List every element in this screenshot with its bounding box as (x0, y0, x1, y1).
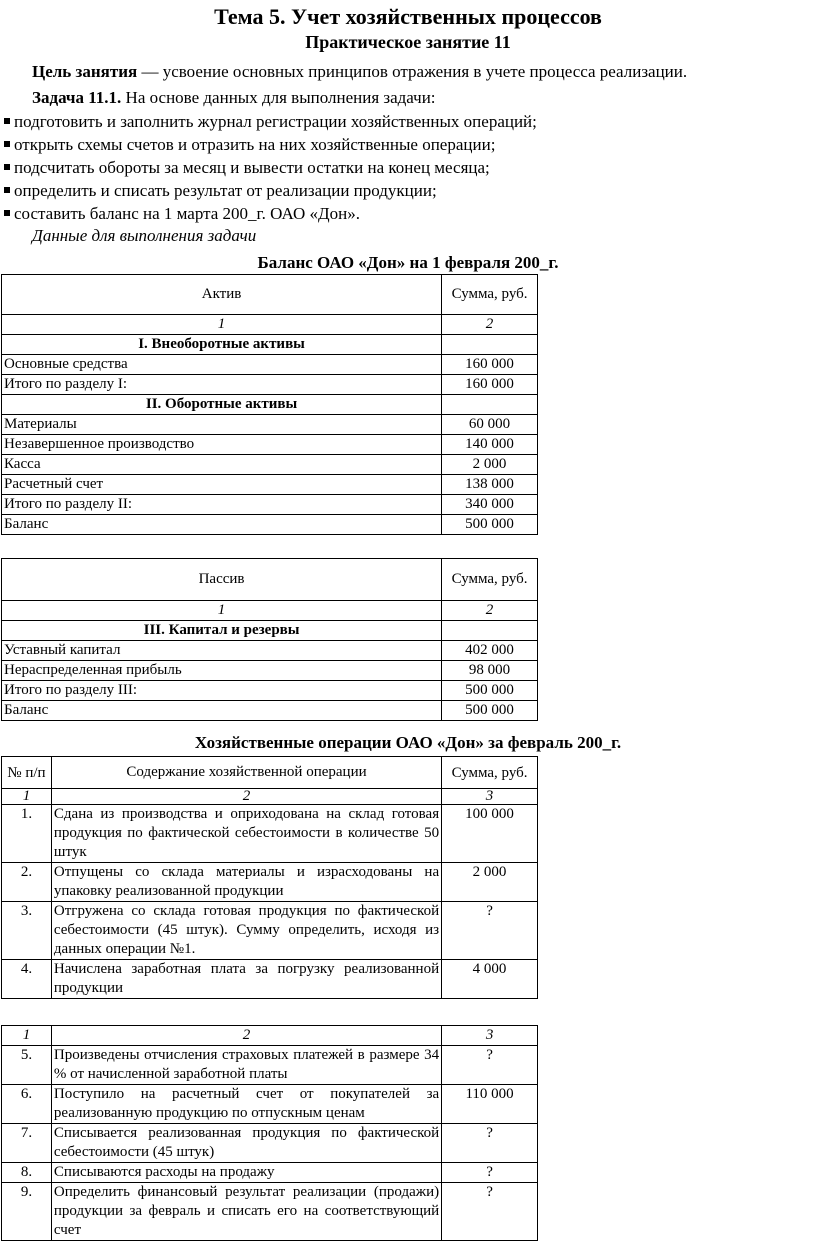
page-title: Тема 5. Учет хозяйственных процессов (214, 4, 602, 29)
table-row: 8. Списываются расходы на продажу ? (2, 1163, 538, 1183)
table-header-row (2, 275, 538, 315)
section-title: II. Оборотные активы (2, 395, 442, 415)
section-title: III. Капитал и резервы (2, 621, 442, 641)
section-row (2, 335, 538, 355)
goal-paragraph (32, 62, 687, 82)
table-row: Расчетный счет 138 000 (2, 475, 538, 495)
task-text: На основе данных для выполнения задачи: (121, 88, 436, 107)
column-number-row: 1 2 (2, 315, 538, 335)
table-row: Баланс 500 000 (2, 701, 538, 721)
column-number-row: 1 2 3 (2, 789, 538, 805)
table-row: Уставный капитал 402 000 (2, 641, 538, 661)
task-paragraph (32, 88, 436, 108)
table-row: Основные средства 160 000 (2, 355, 538, 375)
liabilities-col-header: Пассив (2, 559, 442, 601)
table-row: Итого по разделу II: 340 000 (2, 495, 538, 515)
task-item: составить баланс на 1 марта 200_г. ОАО «Дон». (4, 202, 537, 225)
bullet-square-icon (4, 210, 10, 216)
section-row (2, 621, 538, 641)
section-title: I. Внеоборотные активы (2, 335, 442, 355)
task-label: Задача 11.1. (32, 88, 122, 107)
page-subtitle: Практическое занятие 11 (305, 32, 511, 52)
task-item: подсчитать обороты за месяц и вывести остатки на конец месяца; (4, 156, 537, 179)
table-row: Нераспределенная прибыль 98 000 (2, 661, 538, 681)
content-col-header: Содержание хозяйственной операции (51, 757, 441, 789)
table-row: 3. Отгружена со склада готовая продукция по фактической себестоимости (45 штук). Сумму определить, исходя из данных операции №1. ? (2, 902, 538, 960)
operations-caption: Хозяйственные операции ОАО «Дон» за февраль 200_г. (194, 733, 622, 752)
table-row: 7. Списывается реализованная продукция по фактической себестоимости (45 штук) ? (2, 1124, 538, 1163)
column-number-row: 1 2 3 (2, 1026, 538, 1046)
table-row: 2. Отпущены со склада материалы и израсходованы на упаковку реализованной продукции 2 000 (2, 863, 538, 902)
table-row: Баланс 500 000 (2, 515, 538, 535)
number-col-header: № п/п (2, 757, 52, 789)
liabilities-table (1, 558, 538, 721)
table-row: 4. Начислена заработная плата за погрузку реализованной продукции 4 000 (2, 960, 538, 999)
sum-col-header: Сумма, руб. (442, 757, 538, 789)
goal-text: — усвоение основных принципов отражения в учете процесса реализации. (137, 62, 688, 81)
assets-col-header: Актив (2, 275, 442, 315)
bullet-square-icon (4, 187, 10, 193)
section-row (2, 395, 538, 415)
task-item: подготовить и заполнить журнал регистрации хозяйственных операций; (4, 110, 537, 133)
assets-table (1, 274, 538, 535)
table-row: Итого по разделу I: 160 000 (2, 375, 538, 395)
bullet-square-icon (4, 118, 10, 124)
table-row: Касса 2 000 (2, 455, 538, 475)
data-label: Данные для выполнения задачи (32, 226, 257, 245)
table-row: 1. Сдана из производства и оприходована на склад готовая продукция по фактической себестоимости в количестве 50 штук 100 000 (2, 805, 538, 863)
bullet-square-icon (4, 164, 10, 170)
sum-col-header: Сумма, руб. (442, 275, 538, 315)
table-row: Итого по разделу III: 500 000 (2, 681, 538, 701)
task-list (4, 110, 537, 225)
table-row: Незавершенное производство 140 000 (2, 435, 538, 455)
column-number-row: 1 2 (2, 601, 538, 621)
bullet-square-icon (4, 141, 10, 147)
goal-label: Цель занятия (32, 62, 138, 81)
table-header-row (2, 559, 538, 601)
operations-table (1, 756, 538, 999)
table-row: 9. Определить финансовый результат реализации (продажи) продукции за февраль и списать его на соответствующий счет ? (2, 1183, 538, 1241)
balance-caption: Баланс ОАО «Дон» на 1 февраля 200_г. (257, 253, 559, 272)
table-row: 5. Произведены отчисления страховых платежей в размере 34 % от начисленной заработной платы ? (2, 1046, 538, 1085)
task-item: определить и списать результат от реализации продукции; (4, 179, 537, 202)
operations-table-continued (1, 1025, 538, 1241)
task-item: открыть схемы счетов и отразить на них хозяйственные операции; (4, 133, 537, 156)
table-row: Материалы 60 000 (2, 415, 538, 435)
table-row: 6. Поступило на расчетный счет от покупателей за реализованную продукцию по отпускным ценам 110 000 (2, 1085, 538, 1124)
sum-col-header: Сумма, руб. (442, 559, 538, 601)
table-header-row (2, 757, 538, 789)
